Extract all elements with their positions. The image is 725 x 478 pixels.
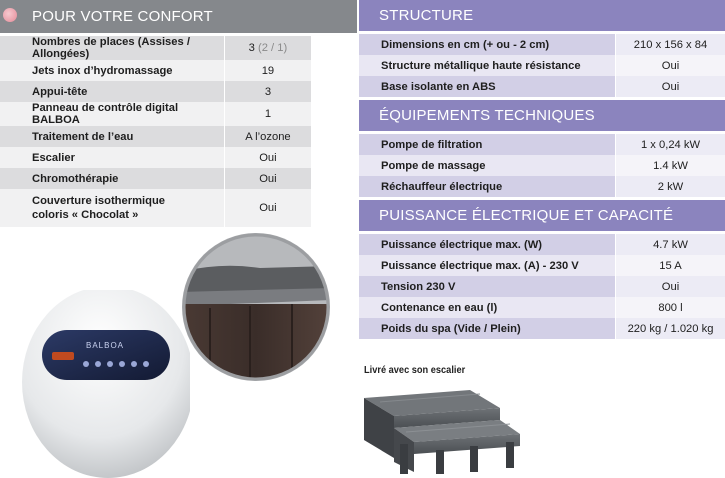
row-value: Oui <box>616 55 725 76</box>
row-label: Base isolante en ABS <box>359 76 616 97</box>
table-row <box>359 276 725 297</box>
row-label: Dimensions en cm (+ ou - 2 cm) <box>359 34 616 55</box>
structure-table <box>359 34 725 97</box>
row-value-detail: (2 / 1) <box>257 42 288 54</box>
row-label: Couverture isothermique coloris « Chocolat » <box>0 189 224 227</box>
equipment-header <box>359 100 725 131</box>
table-row <box>0 60 311 81</box>
row-label: Pompe de massage <box>359 155 616 176</box>
stairs-caption: Livré avec son escalier <box>364 364 466 376</box>
table-row <box>0 102 311 126</box>
row-value: 4.7 kW <box>616 234 725 255</box>
row-label: Appui-tête <box>0 81 224 102</box>
row-value: 3 (2 / 1) <box>224 36 311 60</box>
row-label: Panneau de contrôle digital BALBOA <box>0 102 224 126</box>
table-row <box>359 318 725 339</box>
equipment-table <box>359 134 725 197</box>
table-row <box>0 36 311 60</box>
table-row <box>359 34 725 55</box>
row-value: 210 x 156 x 84 <box>616 34 725 55</box>
table-row <box>0 126 311 147</box>
row-value: 220 kg / 1.020 kg <box>616 318 725 339</box>
row-value: Oui <box>224 147 311 168</box>
row-label: Nombres de places (Assises / Allongées) <box>0 36 224 60</box>
control-panel-photo <box>20 290 190 478</box>
row-value: 15 A <box>616 255 725 276</box>
table-row <box>359 234 725 255</box>
power-title: PUISSANCE ÉLECTRIQUE ET CAPACITÉ <box>379 207 674 224</box>
comfort-header <box>0 0 357 33</box>
row-value: 1.4 kW <box>616 155 725 176</box>
table-row <box>359 76 725 97</box>
row-label: Chromothérapie <box>0 168 224 189</box>
row-value: Oui <box>616 276 725 297</box>
row-label: Pompe de filtration <box>359 134 616 155</box>
power-header <box>359 200 725 231</box>
structure-title: STRUCTURE <box>379 7 474 24</box>
table-row <box>359 155 725 176</box>
comfort-panel <box>0 0 357 227</box>
row-value: 3 <box>224 81 311 102</box>
row-label: Structure métallique haute résistance <box>359 55 616 76</box>
table-row <box>359 55 725 76</box>
row-value: 1 <box>224 102 311 126</box>
row-value: 800 l <box>616 297 725 318</box>
row-label: Escalier <box>0 147 224 168</box>
row-label: Jets inox d’hydromassage <box>0 60 224 81</box>
cover-corner-photo <box>180 232 332 382</box>
row-label: Traitement de l’eau <box>0 126 224 147</box>
table-row <box>0 168 311 189</box>
row-value: Oui <box>224 168 311 189</box>
equipment-title: ÉQUIPEMENTS TECHNIQUES <box>379 107 595 124</box>
row-value: 1 x 0,24 kW <box>616 134 725 155</box>
table-row <box>359 255 725 276</box>
row-label: Puissance électrique max. (A) - 230 V <box>359 255 616 276</box>
comfort-title: POUR VOTRE CONFORT <box>32 8 213 25</box>
table-row <box>359 297 725 318</box>
table-row <box>359 176 725 197</box>
row-value: Oui <box>224 189 311 227</box>
stairs-photo <box>360 384 522 478</box>
row-value: A l’ozone <box>224 126 311 147</box>
row-label: Tension 230 V <box>359 276 616 297</box>
row-label: Puissance électrique max. (W) <box>359 234 616 255</box>
row-label: Contenance en eau (l) <box>359 297 616 318</box>
balboa-logo: BALBOA <box>86 341 125 350</box>
row-value: 2 kW <box>616 176 725 197</box>
table-row <box>359 134 725 155</box>
row-value: 19 <box>224 60 311 81</box>
table-row <box>0 189 311 227</box>
specs-panel <box>359 0 725 339</box>
row-label: Réchauffeur électrique <box>359 176 616 197</box>
flower-icon <box>3 8 17 22</box>
power-table <box>359 234 725 339</box>
row-value: Oui <box>616 76 725 97</box>
structure-header <box>359 0 725 31</box>
table-row <box>0 81 311 102</box>
comfort-table <box>0 36 311 227</box>
table-row <box>0 147 311 168</box>
row-label: Poids du spa (Vide / Plein) <box>359 318 616 339</box>
